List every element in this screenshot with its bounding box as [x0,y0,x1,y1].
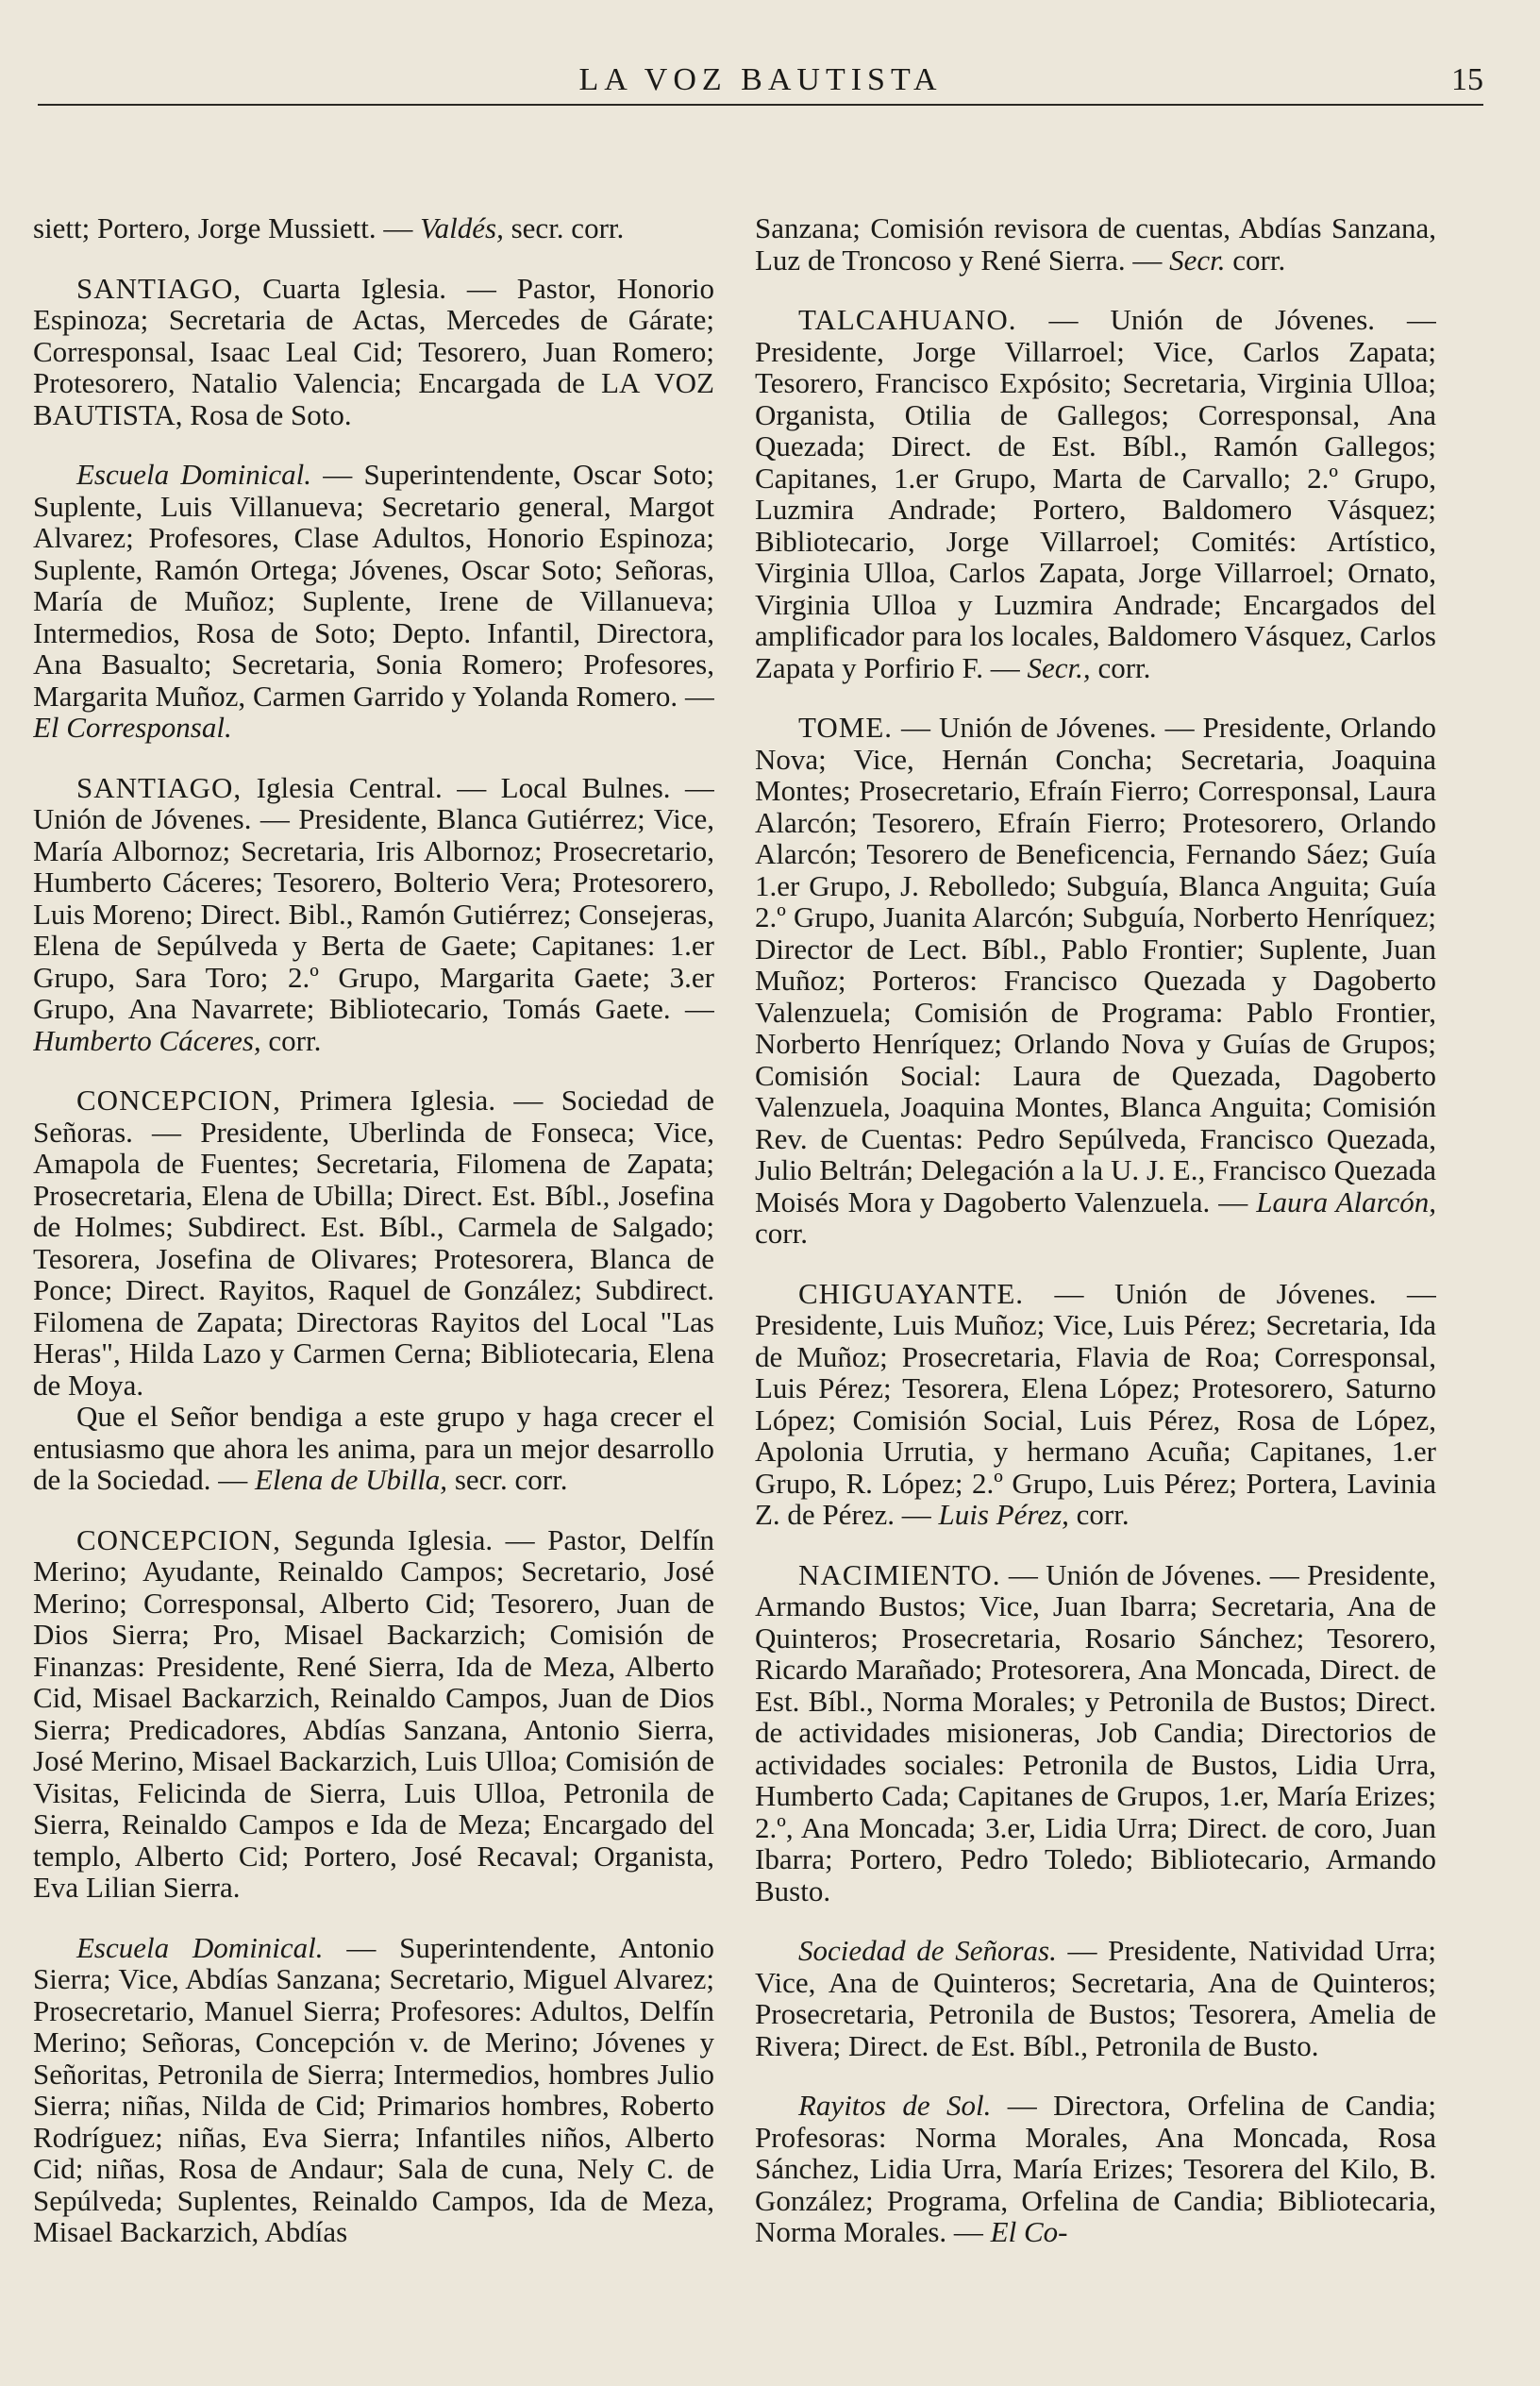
entry-organization: Rayitos de Sol. [798,2089,992,2122]
entry-closing: corr. [755,1217,808,1250]
entry-paragraph [33,1401,714,1496]
entry-paragraph [755,1559,1436,1907]
entry-text: — Unión de Jóvenes. — Presidente, Armando Bustos; Vice, Juan Ibarra; Secretaria, Ana de Quinteros; Prosecretaria, Rosario Sánchez; Tesorero, Ricardo Marañado; Protesorera, Ana Moncada, Direct. de Est. Bíbl., Norma Morales; y Petronila de Bustos; Direct. de actividades misioneras, Job Candia; Directorios de actividades sociales: Petronila de Bustos, Lidia Urra, Humberto Cada; Capitanes de Grupos, 1.er, María Erizes; 2.º, Ana Moncada; 3.er, Lidia Urra; Direct. de coro, Juan Ibarra; Portero, Pedro Toledo; Bibliotecario, Armando Busto. [755,1557,1436,1907]
entry-closing: corr. [268,1023,322,1057]
entry-text: — Directora, Orfelina de Candia; Profesoras: Norma Morales, Ana Moncada, Rosa Sánchez, Lidia Urra, María Erizes; Tesorera del Kilo, B. González; Programa, Orfelina de Candia; Bibliotecaria, Norma Morales. — [755,2089,1436,2248]
entry-paragraph [755,1935,1436,2061]
entry-heading: SANTIAGO, [76,770,243,804]
entry-paragraph [33,273,714,431]
entry-text: Iglesia Central. — Local Bulnes. — Unión de Jóvenes. — Presidente, Blanca Gutiérrez; Vice, María Albornoz; Secretaria, Iris Albornoz; Prosecretario, Humberto Cáceres; Tesorero, Bolterio Vera; Protesorero, Luis Moreno; Direct. Bibl., Ramón Gutiérrez; Consejeras, Elena de Sepúlveda y Berta de Gaete; Capitanes: 1.er Grupo, Sara Toro; 2.º Grupo, Margarita Gaete; 3.er Grupo, Ana Navarrete; Bibliotecario, Tomás Gaete. — [33,770,714,1025]
entry-text: Cuarta Iglesia. — Pastor, Honorio Espinoza; Secretaria de Actas, Mercedes de Gárate; Corresponsal, Isaac Leal Cid; Tesorero, Juan Romero; Protesorero, Natalio Valencia; Encargada de LA VOZ BAUTISTA, Rosa de Soto. [33,271,714,431]
entry-heading: NACIMIENTO. [798,1557,1001,1591]
entry-signature: Secr. [1169,243,1226,277]
header-rule [38,104,1483,106]
entry-text: Primera Iglesia. — Sociedad de Señoras. — Presidente, Uberlinda de Fonseca; Vice, Amapola de Fuentes; Secretaria, Filomena de Zapata; Prosecretaria, Elena de Ubilla; Direct. Est. Bíbl., Josefina de Holmes; Subdirect. Est. Bíbl., Carmela de Salgado; Tesorera, Josefina de Olivares; Protesorera, Blanca de Ponce; Direct. Rayitos, Raquel de González; Subdirect. Filomena de Zapata; Directoras Rayitos del Local "Las Heras", Hilda Lazo y Carmen Cerna; Bibliotecaria, Elena de Moya. [33,1084,714,1402]
entry-paragraph [33,1932,714,2248]
entry-paragraph [755,712,1436,1250]
entry-signature: El Corresponsal. [33,711,232,744]
entry-text: siett; Portero, Jorge Mussiett. — [33,212,413,244]
entry-paragraph [755,2090,1436,2248]
entry-paragraph [33,1084,714,1401]
page-number: 15 [1451,62,1483,97]
page-header [38,57,1483,106]
entry-heading: CHIGUAYANTE. [798,1276,1025,1310]
entry-paragraph [33,1524,714,1904]
entry-organization: Escuela Dominical. [76,458,312,491]
entry-paragraph [33,212,714,244]
entry-text: — Superintendente, Oscar Soto; Suplente, Luis Villanueva; Secretario general, Margot Alvarez; Profesores, Clase Adultos, Honorio Espinoza; Suplente, Ramón Ortega; Jóvenes, Oscar Soto; Señoras, María de Muñoz; Suplente, Irene de Villanueva; Intermedios, Rosa de Soto; Depto. Infantil, Directora, Ana Basualto; Secretaria, Sonia Romero; Profesores, Margarita Muñoz, Carmen Garrido y Yolanda Romero. — [33,458,714,713]
entry-text: Que el Señor bendiga a este grupo y haga crecer el entusiasmo que ahora les anima, para un mejor desarrollo de la Sociedad. — [33,1400,714,1496]
entry-heading: SANTIAGO, [76,271,243,305]
entry-text: Sanzana; Comisión revisora de cuentas, Abdías Sanzana, Luz de Troncoso y René Sierra. — [755,212,1436,277]
entry-heading: CONCEPCION, [76,1084,281,1117]
entry-heading: TOME. [798,711,894,744]
entry-signature: Secr., [1027,650,1091,684]
entry-heading: CONCEPCION, [76,1522,281,1556]
entry-text: Segunda Iglesia. — Pastor, Delfín Merino; Ayudante, Reinaldo Campos; Secretario, José Merino; Corresponsal, Alberto Cid; Tesorero, Juan de Dios Sierra; Pro, Misael Backarzich; Comisión de Finanzas: Presidente, René Sierra, Ida de Meza, Alberto Cid, Misael Backarzich, Reinaldo Campos, Juan de Dios Sierra; Predicadores, Abdías Sanzana, Antonio Sierra, José Merino, Misael Backarzich, Luis Ulloa; Comisión de Visitas, Felicinda de Sierra, Luis Ulloa, Petronila de Sierra, Reinaldo Campos e Ida de Meza; Encargado del templo, Alberto Cid; Portero, José Recaval; Organista, Eva Lilian Sierra. [33,1522,714,1904]
entry-signature: El Co- [990,2215,1068,2248]
entry-organization: Sociedad de Señoras. [798,1934,1057,1967]
entry-signature: Humberto Cáceres, [33,1023,261,1057]
entry-text: — Unión de Jóvenes. — Presidente, Luis Muñoz; Vice, Luis Pérez; Secretaria, Ida de Muñoz; Prosecretaria, Flavia de Roa; Corresponsal, Luis Pérez; Tesorera, Elena López; Protesorero, Saturno López; Comisión Social, Luis Pérez, Rosa de López, Apolonia Urrutia, y hermano Acuña; Capitanes, 1.er Grupo, R. López; 2.º Grupo, Luis Pérez; Portera, Lavinia Z. de Pérez. — [755,1276,1436,1531]
entry-paragraph [755,304,1436,683]
running-title: LA VOZ BAUTISTA [578,62,943,97]
entry-paragraph [755,1278,1436,1531]
entry-closing: corr. [1076,1498,1130,1531]
entry-signature: Laura Alarcón, [1256,1185,1436,1218]
right-column [755,212,1436,2374]
entry-closing: corr. [1097,650,1151,684]
entry-signature: Valdés, [420,212,504,244]
entry-paragraph [33,772,714,1057]
left-column [33,212,714,2374]
entry-signature: Luis Pérez, [938,1498,1069,1531]
entry-heading: TALCAHUANO. [798,303,1017,336]
entry-text: — Presidente, Natividad Urra; Vice, Ana de Quinteros; Secretaria, Ana de Quinteros; Prosecretaria, Petronila de Bustos; Tesorera, Amelia de Rivera; Direct. de Est. Bíbl., Petronila de Busto. [755,1934,1436,2062]
entry-organization: Escuela Dominical. [76,1930,324,1964]
entry-text: — Unión de Jóvenes. — Presidente, Orlando Nova; Vice, Hernán Concha; Secretaria, Joaquina Montes; Prosecretario, Efraín Fierro; Corresponsal, Laura Alarcón; Tesorero, Efraín Fierro; Protesorero, Orlando Alarcón; Tesorero de Beneficencia, Fernando Sáez; Guía 1.er Grupo, J. Rebolledo; Subguía, Blanca Anguita; Guía 2.º Grupo, Juanita Alarcón; Subguía, Norberto Henríquez; Director de Lect. Bíbl., Pablo Frontier; Suplente, Juan Muñoz; Porteros: Francisco Quezada y Dagoberto Valenzuela; Comisión de Programa: Pablo Frontier, Norberto Henríquez; Orlando Nova y Guías de Grupos; Comisión Social: Laura de Quezada, Dagoberto Valenzuela, Joaquina Montes, Blanca Anguita; Comisión Rev. de Cuentas: Pedro Sepúlveda, Francisco Quezada, Julio Beltrán; Delegación a la U. J. E., Francisco Quezada Moisés Mora y Dagoberto Valenzuela. — [755,711,1436,1218]
entry-text: — Superintendente, Antonio Sierra; Vice, Abdías Sanzana; Secretario, Miguel Alvarez; Prosecretario, Manuel Sierra; Profesores: Adultos, Delfín Merino; Señoras, Concepción v. de Merino; Jóvenes y Señoritas, Petronila de Sierra; Intermedios, hombres Julio Sierra; niñas, Nilda de Cid; Primarios hombres, Roberto Rodríguez; niñas, Eva Sierra; Infantiles niños, Alberto Cid; niñas, Rosa de Andaur; Sala de cuna, Nely C. de Sepúlveda; Suplentes, Reinaldo Campos, Ida de Meza, Misael Backarzich, Abdías [33,1930,714,2248]
entry-paragraph [33,459,714,744]
entry-closing: secr. corr. [454,1463,568,1496]
entry-text: — Unión de Jóvenes. — Presidente, Jorge Villarroel; Vice, Carlos Zapata; Tesorero, Francisco Expósito; Secretaria, Virginia Ulloa; Organista, Otilia de Gallegos; Corresponsal, Ana Quezada; Direct. de Est. Bíbl., Ramón Gallegos; Capitanes, 1.er Grupo, Marta de Carvallo; 2.º Grupo, Luzmira Andrade; Portero, Baldomero Vásquez; Bibliotecario, Jorge Villarroel; Comités: Artístico, Virginia Ulloa, Carlos Zapata, Jorge Villarroel; Ornato, Virginia Ulloa y Luzmira Andrade; Encargados del amplificador para los locales, Baldomero Vásquez, Carlos Zapata y Porfirio F. — [755,303,1436,684]
entry-signature: Elena de Ubilla, [255,1463,448,1496]
entry-paragraph [755,212,1436,276]
entry-closing: corr. [1232,243,1286,277]
entry-closing: secr. corr. [511,212,625,244]
